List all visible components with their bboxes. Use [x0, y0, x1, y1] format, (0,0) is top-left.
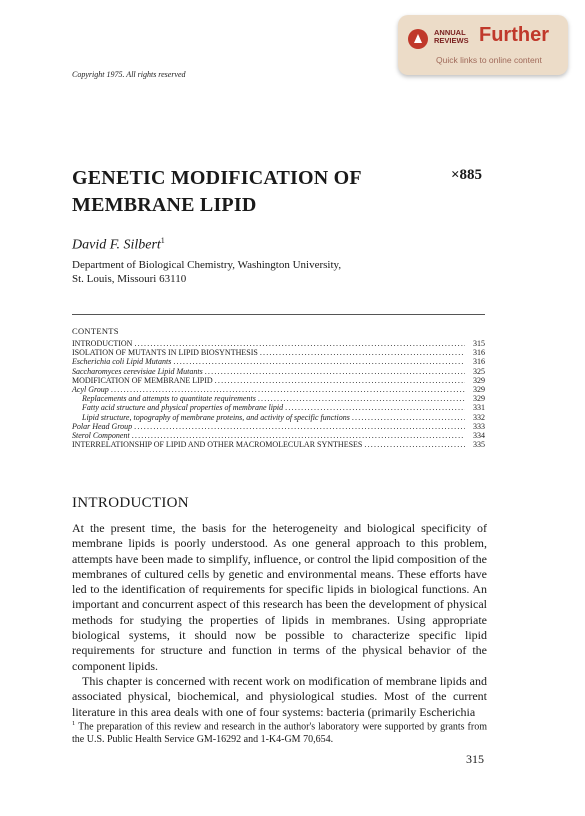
toc-entry[interactable] [72, 394, 485, 403]
copyright-notice: Copyright 1975. All rights reserved [72, 70, 186, 79]
toc-entry-page: 329 [473, 394, 485, 404]
toc-leader-dots [215, 376, 465, 385]
section-heading: INTRODUCTION [72, 495, 189, 511]
toc-entry-page: 332 [473, 412, 485, 422]
author-affiliation: Department of Biological Chemistry, Washington University, St. Louis, Missouri 63110 [72, 259, 342, 285]
toc-entry[interactable] [72, 403, 485, 412]
article-marker: ×885 [451, 167, 483, 183]
toc-entry[interactable] [72, 440, 485, 449]
toc-entry-page: 331 [473, 403, 485, 413]
toc-entry-label: INTERRELATIONSHIP OF LIPID AND OTHER MACROMOLECULAR SYNTHESES [72, 440, 363, 450]
paragraph: At the present time, the basis for the heterogeneity and biological specificity of membrane lipids is poorly understood. As one general approach to this problem, attempts have been made to simplify, influence, or control the lipid composition of the membranes of cultured cells by genetic and environmental means. These efforts have led to the identification of requirements for specific lipids in biological functions. An important and concurrent aspect of this research has been the development of physical methods for studying the properties of lipids in membranes. Using appropriate biological systems, it should now be possible to characterize specific lipid requirements for structure and function in terms of the physical behavior of the component lipids. [72, 521, 487, 673]
footnote-mark: 1 [72, 720, 76, 727]
toc-leader-dots [134, 339, 465, 348]
toc-leader-dots [134, 422, 465, 431]
table-of-contents [72, 326, 485, 449]
toc-entry[interactable] [72, 376, 485, 385]
page-number: 315 [466, 752, 484, 766]
toc-entry-label: Saccharomyces cerevisiae Lipid Mutants [72, 366, 203, 376]
toc-leader-dots [132, 431, 465, 440]
toc-entry-label: ISOLATION OF MUTANTS IN LIPID BIOSYNTHESIS [72, 348, 258, 358]
toc-entry-label: Sterol Component [72, 430, 130, 440]
toc-entry[interactable] [72, 431, 485, 440]
toc-leader-dots [364, 440, 465, 449]
toc-entry-page: 315 [473, 339, 485, 348]
toc-entry[interactable] [72, 413, 485, 422]
author-footnote-mark: 1 [160, 236, 165, 245]
toc-entry[interactable] [72, 348, 485, 357]
toc-leader-dots [258, 394, 465, 403]
toc-leader-dots [111, 385, 465, 394]
toc-list [72, 339, 485, 449]
further-label: Further [479, 24, 549, 46]
toc-entry-page: 334 [473, 430, 485, 440]
toc-leader-dots [260, 348, 465, 357]
toc-entry-label: Acyl Group [72, 384, 109, 394]
toc-entry[interactable] [72, 357, 485, 366]
annual-reviews-logo-icon [408, 29, 428, 49]
toc-leader-dots [205, 367, 465, 376]
toc-entry[interactable] [72, 422, 485, 431]
toc-entry-label: Escherichia coli Lipid Mutants [72, 357, 172, 367]
annual-reviews-wordmark: ANNUAL REVIEWS [434, 28, 469, 45]
toc-entry-page: 333 [473, 421, 485, 431]
toc-entry[interactable] [72, 339, 485, 348]
further-tagline: Quick links to online content [436, 55, 542, 65]
author-name: David F. Silbert$^1$ [72, 236, 165, 253]
toc-leader-dots [352, 413, 465, 422]
footnote [72, 718, 487, 746]
toc-entry-page: 329 [473, 384, 485, 394]
toc-leader-dots [173, 357, 465, 366]
toc-leader-dots [285, 403, 465, 412]
title-line-2: MEMBRANE LIPID [72, 194, 257, 216]
contents-heading: CONTENTS [72, 326, 119, 336]
toc-entry-label: INTRODUCTION [72, 339, 133, 348]
header-divider [72, 314, 485, 315]
body-text [72, 521, 487, 720]
toc-entry[interactable] [72, 385, 485, 394]
toc-entry-label: Polar Head Group [72, 421, 133, 431]
toc-entry-page: 325 [473, 366, 485, 376]
toc-entry-page: 329 [473, 375, 485, 385]
article-title [72, 165, 362, 219]
toc-entry[interactable] [72, 367, 485, 376]
toc-entry-page: 335 [473, 440, 485, 450]
toc-entry-label: Fatty acid structure and physical properties of membrane lipid [82, 403, 284, 413]
toc-entry-label: Replacements and attempts to quantitate requirements [82, 394, 256, 404]
footnote-text: The preparation of this review and research in the author's laboratory were supported by grants from the U.S. Public Health Service GM-16292 and 1-K4-GM 70,654. [72, 721, 487, 745]
toc-entry-label: MODIFICATION OF MEMBRANE LIPID [72, 375, 213, 385]
paragraph: This chapter is concerned with recent work on modification of membrane lipids and associated physical, biochemical, and physiological studies. Most of the current literature in this area deals with one of four systems: bacteria (primarily Escherichia [72, 673, 487, 719]
toc-entry-page: 316 [473, 348, 485, 358]
toc-entry-page: 316 [473, 357, 485, 367]
annual-reviews-further-badge[interactable] [398, 15, 568, 75]
title-line-1: GENETIC MODIFICATION OF [72, 167, 362, 189]
toc-entry-label: Lipid structure, topography of membrane proteins, and activity of specific functions [82, 412, 350, 422]
